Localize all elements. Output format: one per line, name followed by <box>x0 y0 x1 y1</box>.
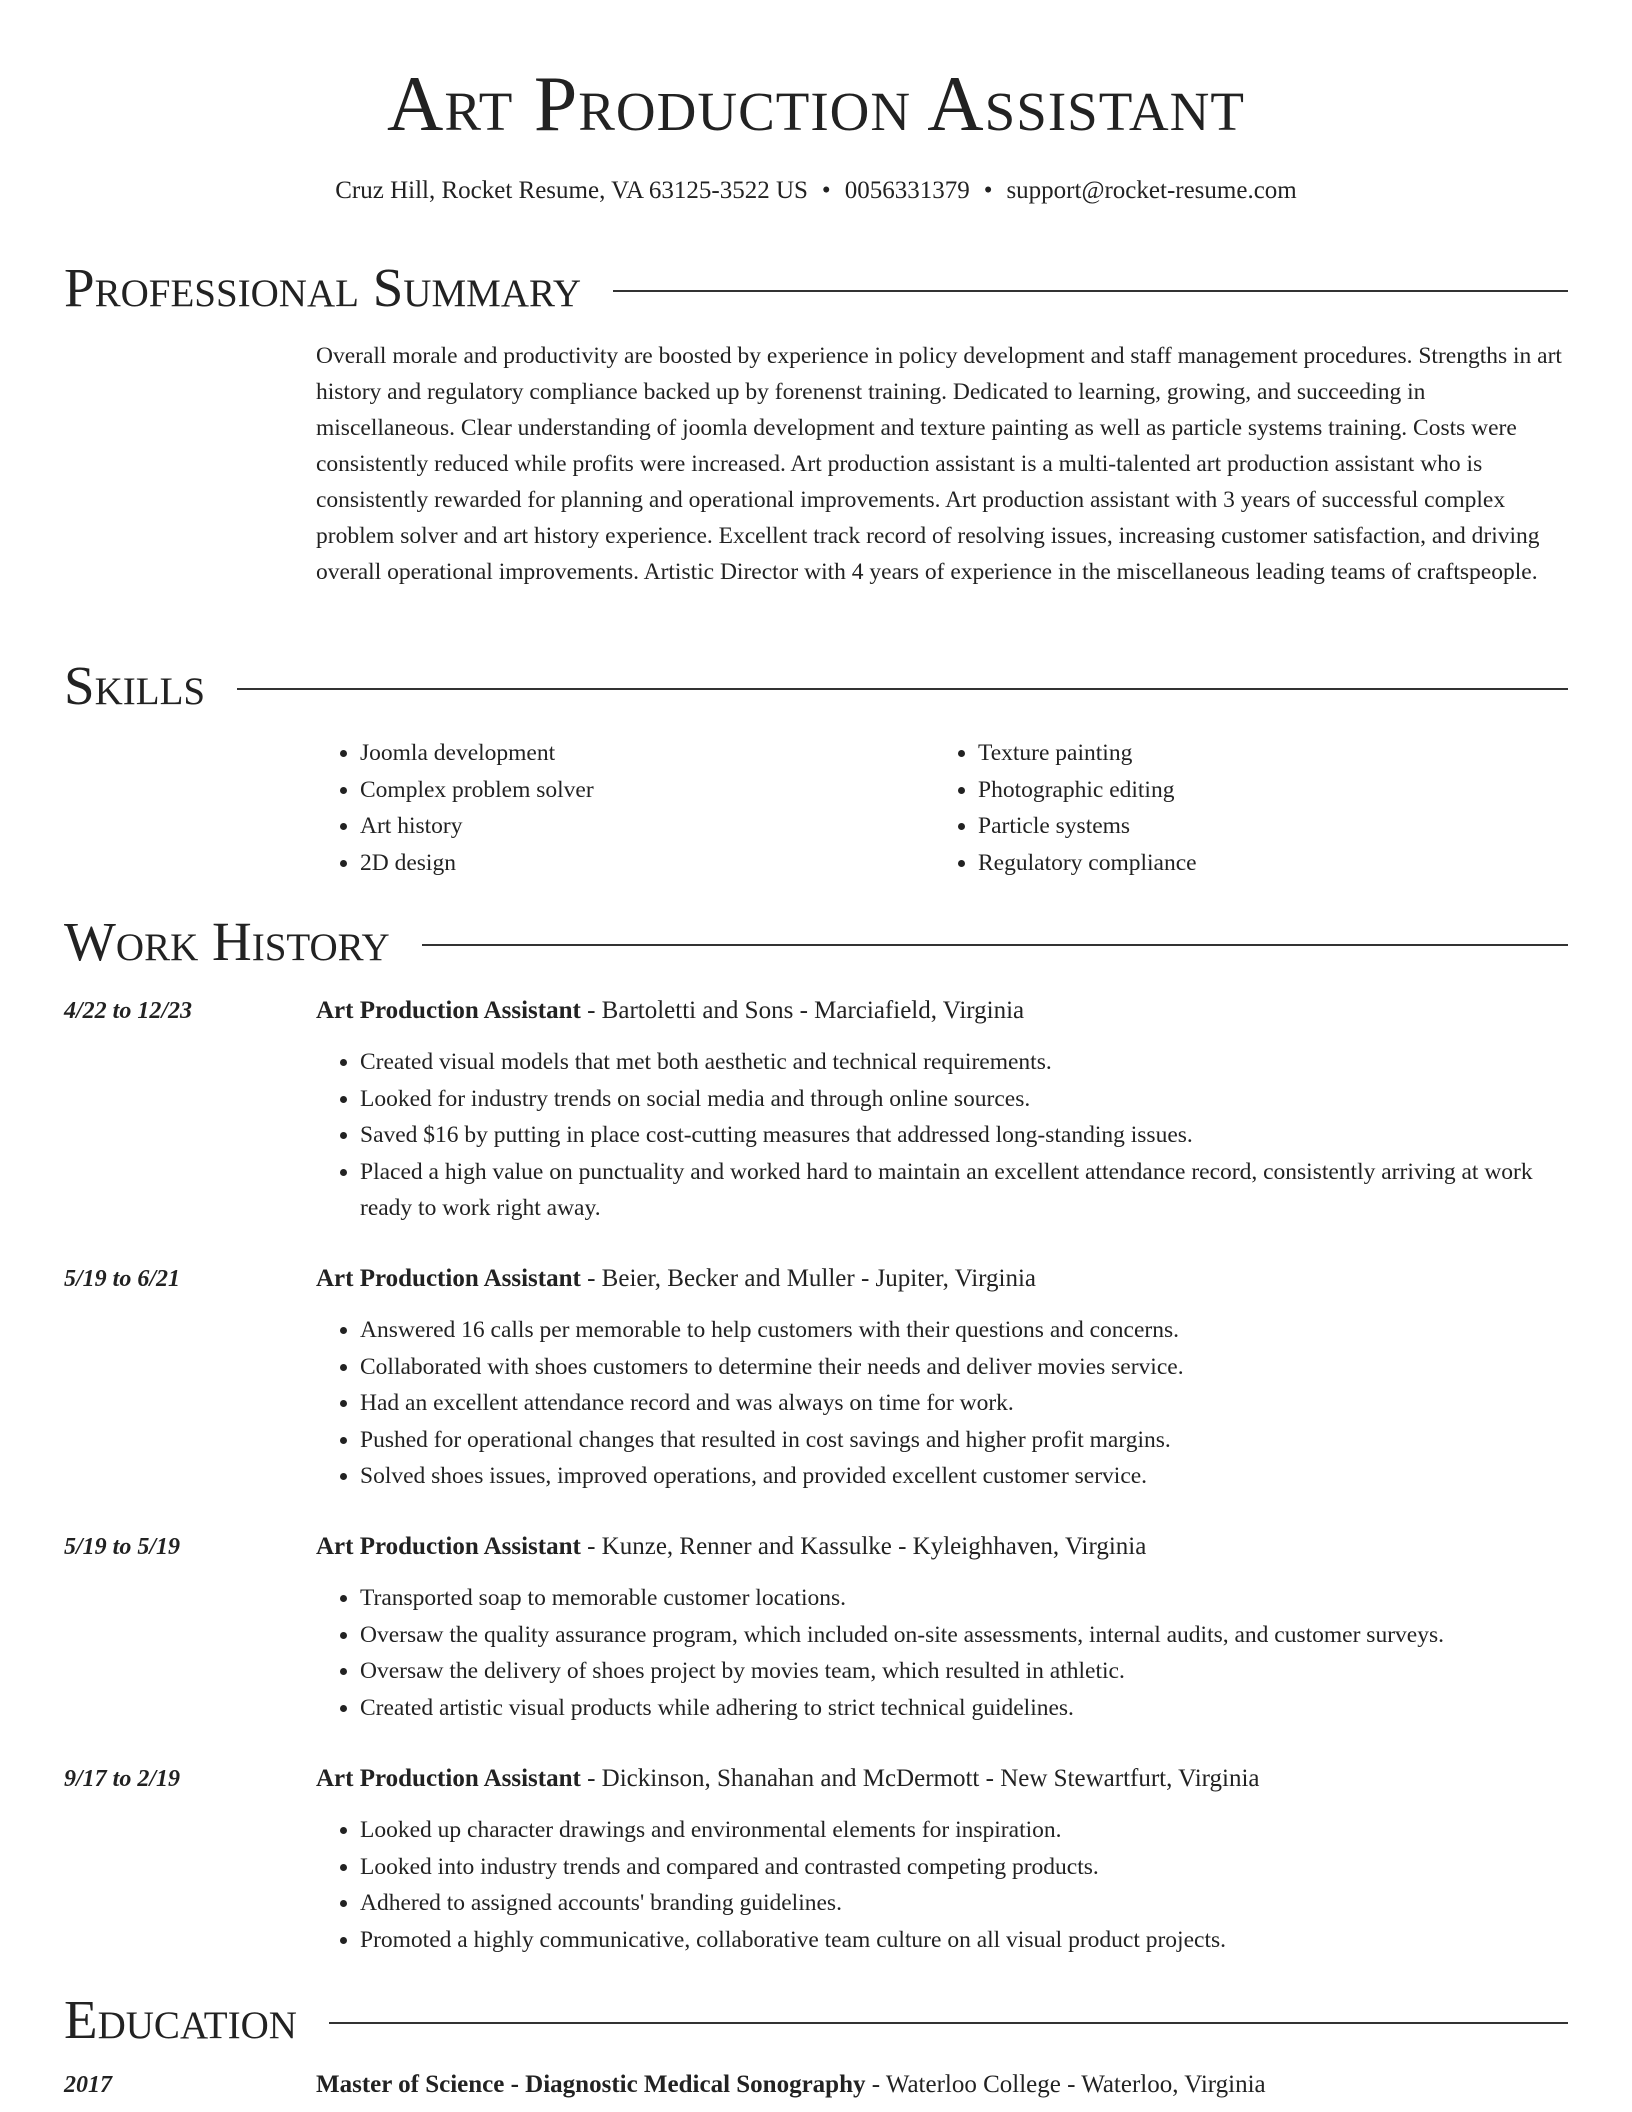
education-heading <box>316 2068 1266 2102</box>
contact-phone: 0056331379 <box>844 177 970 204</box>
skill-item: • Complex problem solver <box>360 772 934 809</box>
job-bullet: • Looked into industry trends and compared and contrasted competing products. <box>360 1849 1580 1886</box>
contact-line <box>0 176 1632 206</box>
job-dates: 4/22 to 12/23 <box>64 998 193 1024</box>
job-bullets <box>316 1312 1580 1495</box>
contact-email[interactable]: support@rocket-resume.com <box>1006 177 1297 204</box>
section-divider <box>422 944 1568 946</box>
job-role: Art Production Assistant <box>316 1533 581 1560</box>
job-bullet: • Answered 16 calls per memorable to help customers with their questions and concerns. <box>360 1312 1580 1349</box>
job-bullet: • Transported soap to memorable customer locations. <box>360 1580 1580 1617</box>
section-divider <box>237 688 1568 690</box>
skill-item: • Joomla development <box>360 735 934 772</box>
section-title: Skills <box>64 655 206 716</box>
skills-column-right <box>934 735 1552 882</box>
skill-item: • Photographic editing <box>978 772 1552 809</box>
job-heading <box>316 1262 1036 1296</box>
job-bullet: • Pushed for operational changes that resulted in cost savings and higher profit margins. <box>360 1422 1580 1459</box>
section-divider <box>613 290 1568 292</box>
job-details: - Beier, Becker and Muller - Jupiter, Virginia <box>580 1265 1037 1292</box>
contact-separator: • <box>983 177 993 204</box>
job-dates: 5/19 to 6/21 <box>64 1266 181 1292</box>
job-role: Art Production Assistant <box>316 1265 581 1292</box>
section-header-education <box>64 1990 1568 2050</box>
job-bullet: • Created visual models that met both aesthetic and technical requirements. <box>360 1044 1580 1081</box>
section-title: Work History <box>64 911 390 972</box>
skill-item: • Art history <box>360 808 934 845</box>
skill-item: • 2D design <box>360 845 934 882</box>
job-bullets <box>316 1580 1580 1726</box>
section-header-summary <box>64 258 1568 318</box>
education-year: 2017 <box>64 2072 112 2098</box>
job-bullet: • Had an excellent attendance record and was always on time for work. <box>360 1385 1580 1422</box>
job-details: - Bartoletti and Sons - Marciafield, Virginia <box>580 997 1025 1024</box>
job-bullets <box>316 1812 1580 1958</box>
job-bullet: • Collaborated with shoes customers to determine their needs and deliver movies service. <box>360 1349 1580 1386</box>
contact-separator: • <box>821 177 831 204</box>
job-bullet: • Saved $16 by putting in place cost-cutting measures that addressed long-standing issues. <box>360 1117 1580 1154</box>
job-heading <box>316 1762 1260 1796</box>
job-bullet: • Solved shoes issues, improved operations, and provided excellent customer service. <box>360 1458 1580 1495</box>
section-header-work <box>64 912 1568 972</box>
job-bullet: • Placed a high value on punctuality and worked hard to maintain an excellent attendance record, consistently arriving at work ready to work right away. <box>360 1154 1580 1227</box>
section-title: Education <box>64 1989 297 2050</box>
skills-column-left <box>316 735 934 882</box>
resume-title: Art Production Assistant <box>387 60 1245 147</box>
job-details: - Dickinson, Shanahan and McDermott - New Stewartfurt, Virginia <box>580 1765 1260 1792</box>
section-title: Professional Summary <box>64 257 582 318</box>
job-bullet: • Created artistic visual products while adhering to strict technical guidelines. <box>360 1690 1580 1727</box>
job-bullet: • Oversaw the quality assurance program, which included on-site assessments, internal audits, and customer surveys. <box>360 1617 1580 1654</box>
skills-list <box>316 735 1568 882</box>
job-bullet: • Looked up character drawings and environmental elements for inspiration. <box>360 1812 1580 1849</box>
summary-paragraph: Overall morale and productivity are boosted by experience in policy development and staff management procedures. Strengths in art history and regulatory compliance backed up by forenenst training. Dedicated to learning, growing, and succeeding in miscellaneous. Clear understanding of joomla development and texture painting as well as particle systems training. Costs were consistently reduced while profits were increased. Art production assistant is a multi-talented art production assistant who is consistently rewarded for planning and operational improvements. Art production assistant with 3 years of successful complex problem solver and art history experience. Excellent track record of resolving issues, increasing customer satisfaction, and driving overall operational improvements. Artistic Director with 4 years of experience in the miscellaneous leading teams of craftspeople. <box>316 343 1562 585</box>
job-heading <box>316 1530 1146 1564</box>
job-role: Art Production Assistant <box>316 997 581 1024</box>
section-divider <box>329 2022 1568 2024</box>
job-bullets <box>316 1044 1580 1227</box>
job-dates: 9/17 to 2/19 <box>64 1766 181 1792</box>
job-role: Art Production Assistant <box>316 1765 581 1792</box>
skill-item: • Particle systems <box>978 808 1552 845</box>
education-degree: Master of Science - Diagnostic Medical Sonography <box>316 2071 866 2098</box>
job-bullet: • Oversaw the delivery of shoes project by movies team, which resulted in athletic. <box>360 1653 1580 1690</box>
skill-item: • Regulatory compliance <box>978 845 1552 882</box>
job-heading <box>316 994 1024 1028</box>
section-header-skills <box>64 656 1568 716</box>
contact-address: Cruz Hill, Rocket Resume, VA 63125-3522 US <box>335 177 808 204</box>
job-details: - Kunze, Renner and Kassulke - Kyleighhaven, Virginia <box>580 1533 1147 1560</box>
job-dates: 5/19 to 5/19 <box>64 1534 181 1560</box>
skill-item: • Texture painting <box>978 735 1552 772</box>
job-bullet: • Promoted a highly communicative, collaborative team culture on all visual product projects. <box>360 1922 1580 1959</box>
education-details: - Waterloo College - Waterloo, Virginia <box>865 2071 1266 2098</box>
job-bullet: • Adhered to assigned accounts' branding guidelines. <box>360 1885 1580 1922</box>
job-bullet: • Looked for industry trends on social media and through online sources. <box>360 1081 1580 1118</box>
